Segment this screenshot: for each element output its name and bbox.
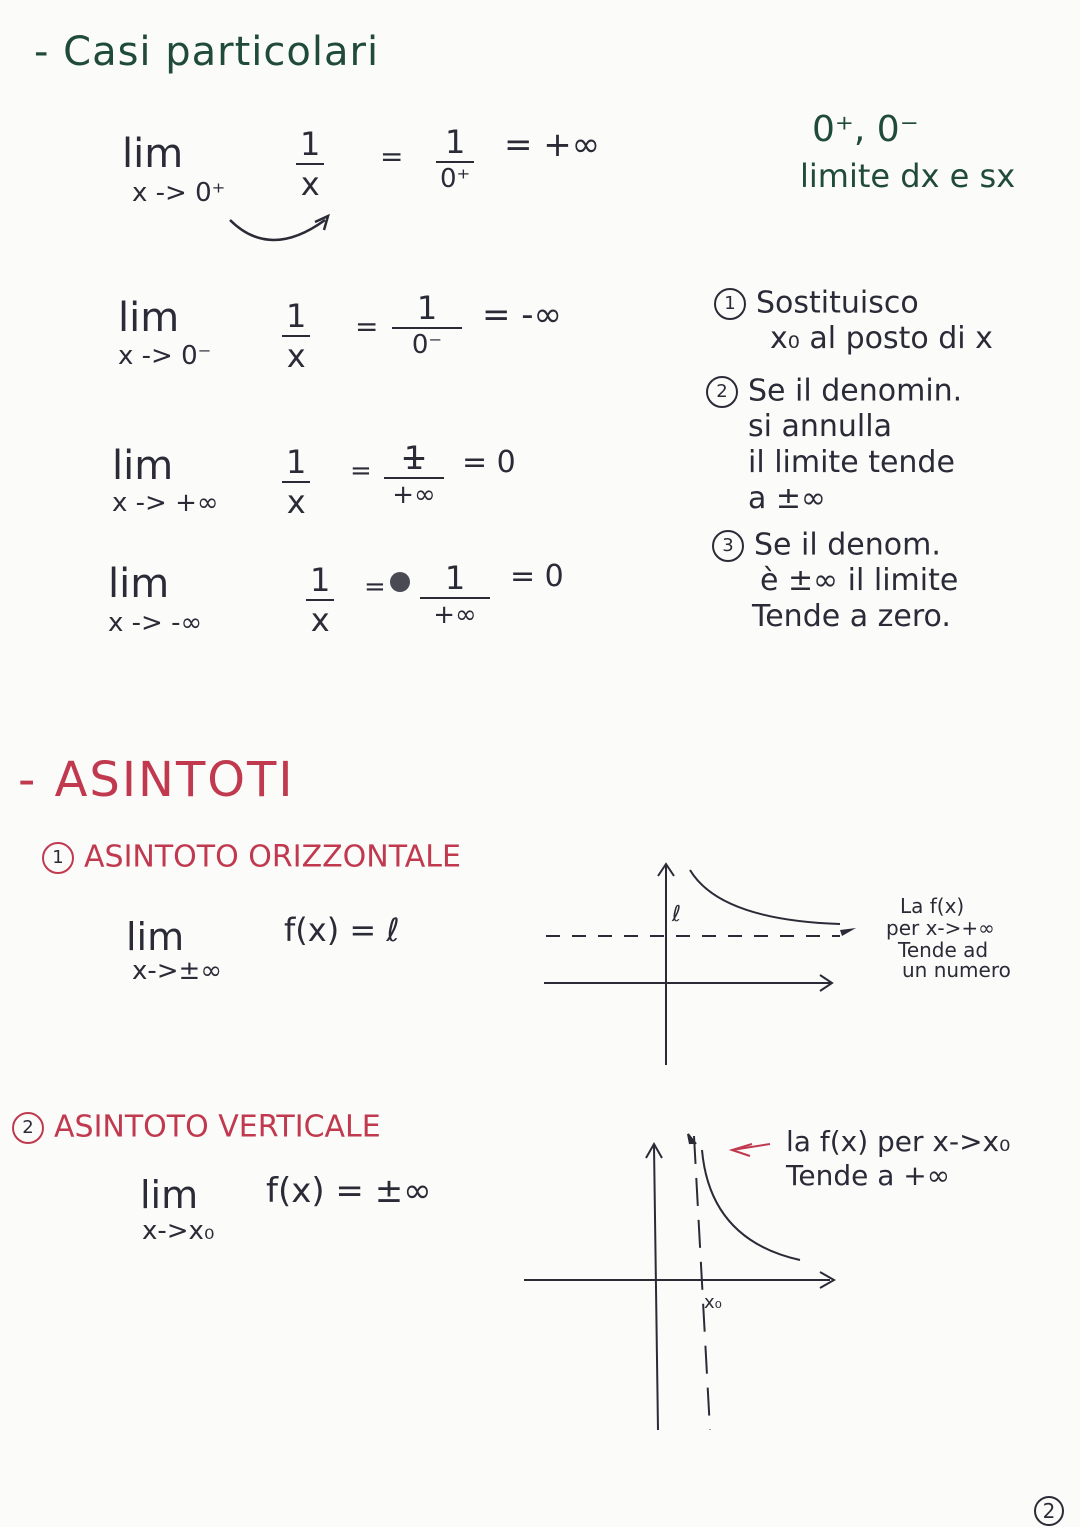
fraction-fx (306, 561, 334, 639)
denominator: 0⁻ (411, 329, 443, 360)
fraction-substituted (392, 289, 462, 360)
section-number-badge: 2 (12, 1112, 44, 1144)
limit-result: = +∞ (504, 125, 601, 165)
limit-result: = 0 (462, 445, 516, 480)
section-label: ASINTOTO ORIZZONTALE (84, 839, 461, 875)
lim-label: lim (118, 295, 180, 341)
denominator: x (286, 482, 306, 521)
section-label: ASINTOTO VERTICALE (54, 1109, 381, 1145)
lim-label: lim (112, 443, 174, 489)
fraction-substituted (436, 123, 474, 194)
note-line: la f(x) per x->x₀ (786, 1125, 1011, 1158)
lim-label: lim (122, 131, 184, 177)
note-line: Tende ad (898, 938, 989, 962)
lim-label: lim (108, 561, 170, 607)
page-number (1034, 1496, 1064, 1526)
numerator: 1 (403, 439, 425, 477)
note-line: Tende a +∞ (786, 1159, 951, 1192)
limit-expression: f(x) = ±∞ (266, 1171, 432, 1211)
fraction-substituted (384, 439, 444, 510)
note-line: un numero (902, 958, 1011, 982)
denominator: x (286, 336, 306, 375)
lim-subscript: x -> +∞ (112, 488, 219, 518)
numerator: 1 (300, 125, 321, 163)
side-note-limits: limite dx e sx (800, 157, 1016, 195)
side-note-one-sided: 0⁺, 0⁻ (812, 109, 919, 150)
page-number-text: 2 (1042, 1499, 1056, 1523)
step-text: il limite tende (748, 445, 955, 480)
lim-subscript: x -> -∞ (108, 608, 203, 638)
numerator: 1 (310, 561, 331, 599)
note-line: La f(x) (900, 894, 965, 918)
step-number-badge: 1 (714, 288, 746, 320)
numerator: 1 (286, 297, 307, 335)
step-text: a ±∞ (748, 481, 827, 516)
limit-result: = -∞ (482, 295, 562, 335)
numerator: 1 (416, 289, 438, 327)
numerator: 1 (444, 559, 466, 597)
denominator: x (310, 600, 330, 639)
denominator: +∞ (433, 599, 477, 630)
numerator: 1 (444, 123, 466, 161)
denominator: +∞ (392, 479, 436, 510)
vertical-asymptote-heading (12, 1109, 381, 1145)
fraction-fx (282, 297, 310, 375)
graph-label-x0: x₀ (704, 1292, 722, 1313)
equals-sign: = (350, 456, 372, 486)
equals-sign: = (364, 572, 386, 602)
step-text: x₀ al posto di x (770, 321, 993, 356)
step-number-badge: 3 (712, 530, 744, 562)
lim-subscript: x->x₀ (142, 1216, 215, 1246)
step-text: si annulla (748, 409, 892, 444)
lim-subscript: x -> 0⁻ (118, 341, 212, 371)
limit-result: = 0 (510, 559, 564, 594)
lim-subscript: x->±∞ (132, 956, 222, 986)
limit-expression: f(x) = ℓ (284, 911, 400, 949)
fraction-fx (282, 443, 310, 521)
denominator: 0⁺ (440, 163, 471, 194)
asintoti-title: - ASINTOTI (18, 752, 295, 808)
step-text: Sostituisco (756, 285, 919, 321)
fraction-substituted (420, 559, 490, 630)
denominator: x (300, 164, 320, 203)
note-line: per x->+∞ (886, 916, 995, 940)
lim-subscript: x -> 0⁺ (132, 178, 226, 208)
lim-label: lim (140, 1173, 199, 1217)
scribble-mark (390, 572, 410, 592)
step-text: Se il denomin. (748, 373, 963, 409)
step-text: Tende a zero. (752, 599, 951, 634)
step-text: Se il denom. (754, 527, 941, 563)
numerator: 1 (286, 443, 307, 481)
step-number-badge: 2 (706, 376, 738, 408)
fraction-fx (296, 125, 324, 203)
graph-label-l: ℓ (672, 902, 682, 927)
step-text: è ±∞ il limite (760, 563, 959, 598)
horizontal-asymptote-heading (42, 839, 461, 875)
equals-sign: = (355, 310, 379, 343)
substitution-arrow (220, 200, 350, 260)
horizontal-asymptote-graph (540, 860, 860, 1070)
lim-label: lim (126, 915, 185, 959)
section-title: - Casi particolari (34, 29, 380, 75)
equals-sign: = (380, 140, 404, 173)
section-number-badge: 1 (42, 842, 74, 874)
